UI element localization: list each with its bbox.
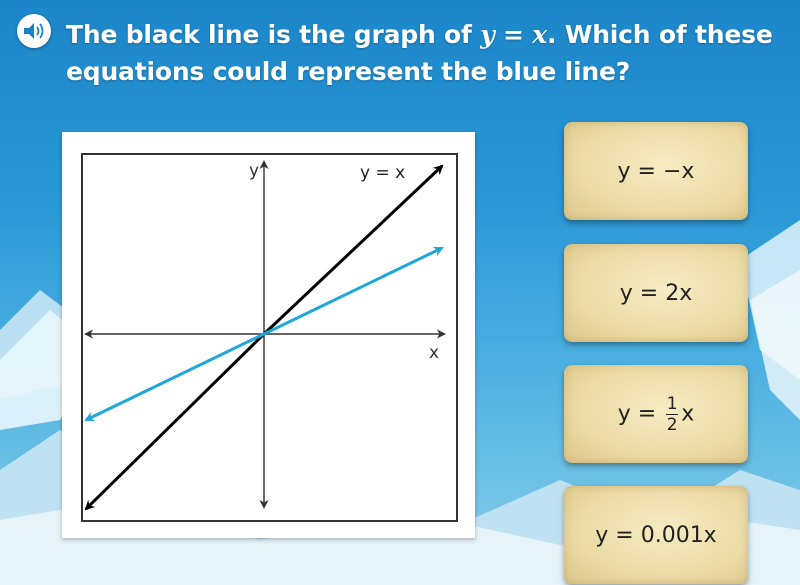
answer-option-1[interactable] — [564, 122, 748, 220]
line-label: y = x — [360, 163, 406, 183]
graph-frame — [82, 154, 457, 521]
x-axis-label: x — [429, 343, 440, 363]
answer-option-2-label: y = 2x — [619, 280, 693, 306]
speaker-button[interactable] — [17, 14, 51, 48]
graph — [62, 132, 475, 538]
answer-option-4[interactable] — [564, 486, 748, 584]
fraction: $\frac{1}{2}$ — [666, 393, 678, 435]
y-axis-label: y — [249, 161, 260, 181]
answer-option-1-label: y = −x — [617, 158, 695, 184]
answer-option-3-label: y = $\frac{1}{2}$ x — [617, 393, 695, 435]
question-text: The black line is the graph of y = x. Which of these equations could represent the blue line? — [66, 20, 773, 86]
answer-option-3[interactable] — [564, 365, 748, 463]
graph-card — [62, 132, 475, 538]
answer-option-4-label: y = 0.001x — [595, 522, 717, 548]
answer-option-2[interactable] — [564, 244, 748, 342]
speaker-icon — [22, 21, 46, 41]
